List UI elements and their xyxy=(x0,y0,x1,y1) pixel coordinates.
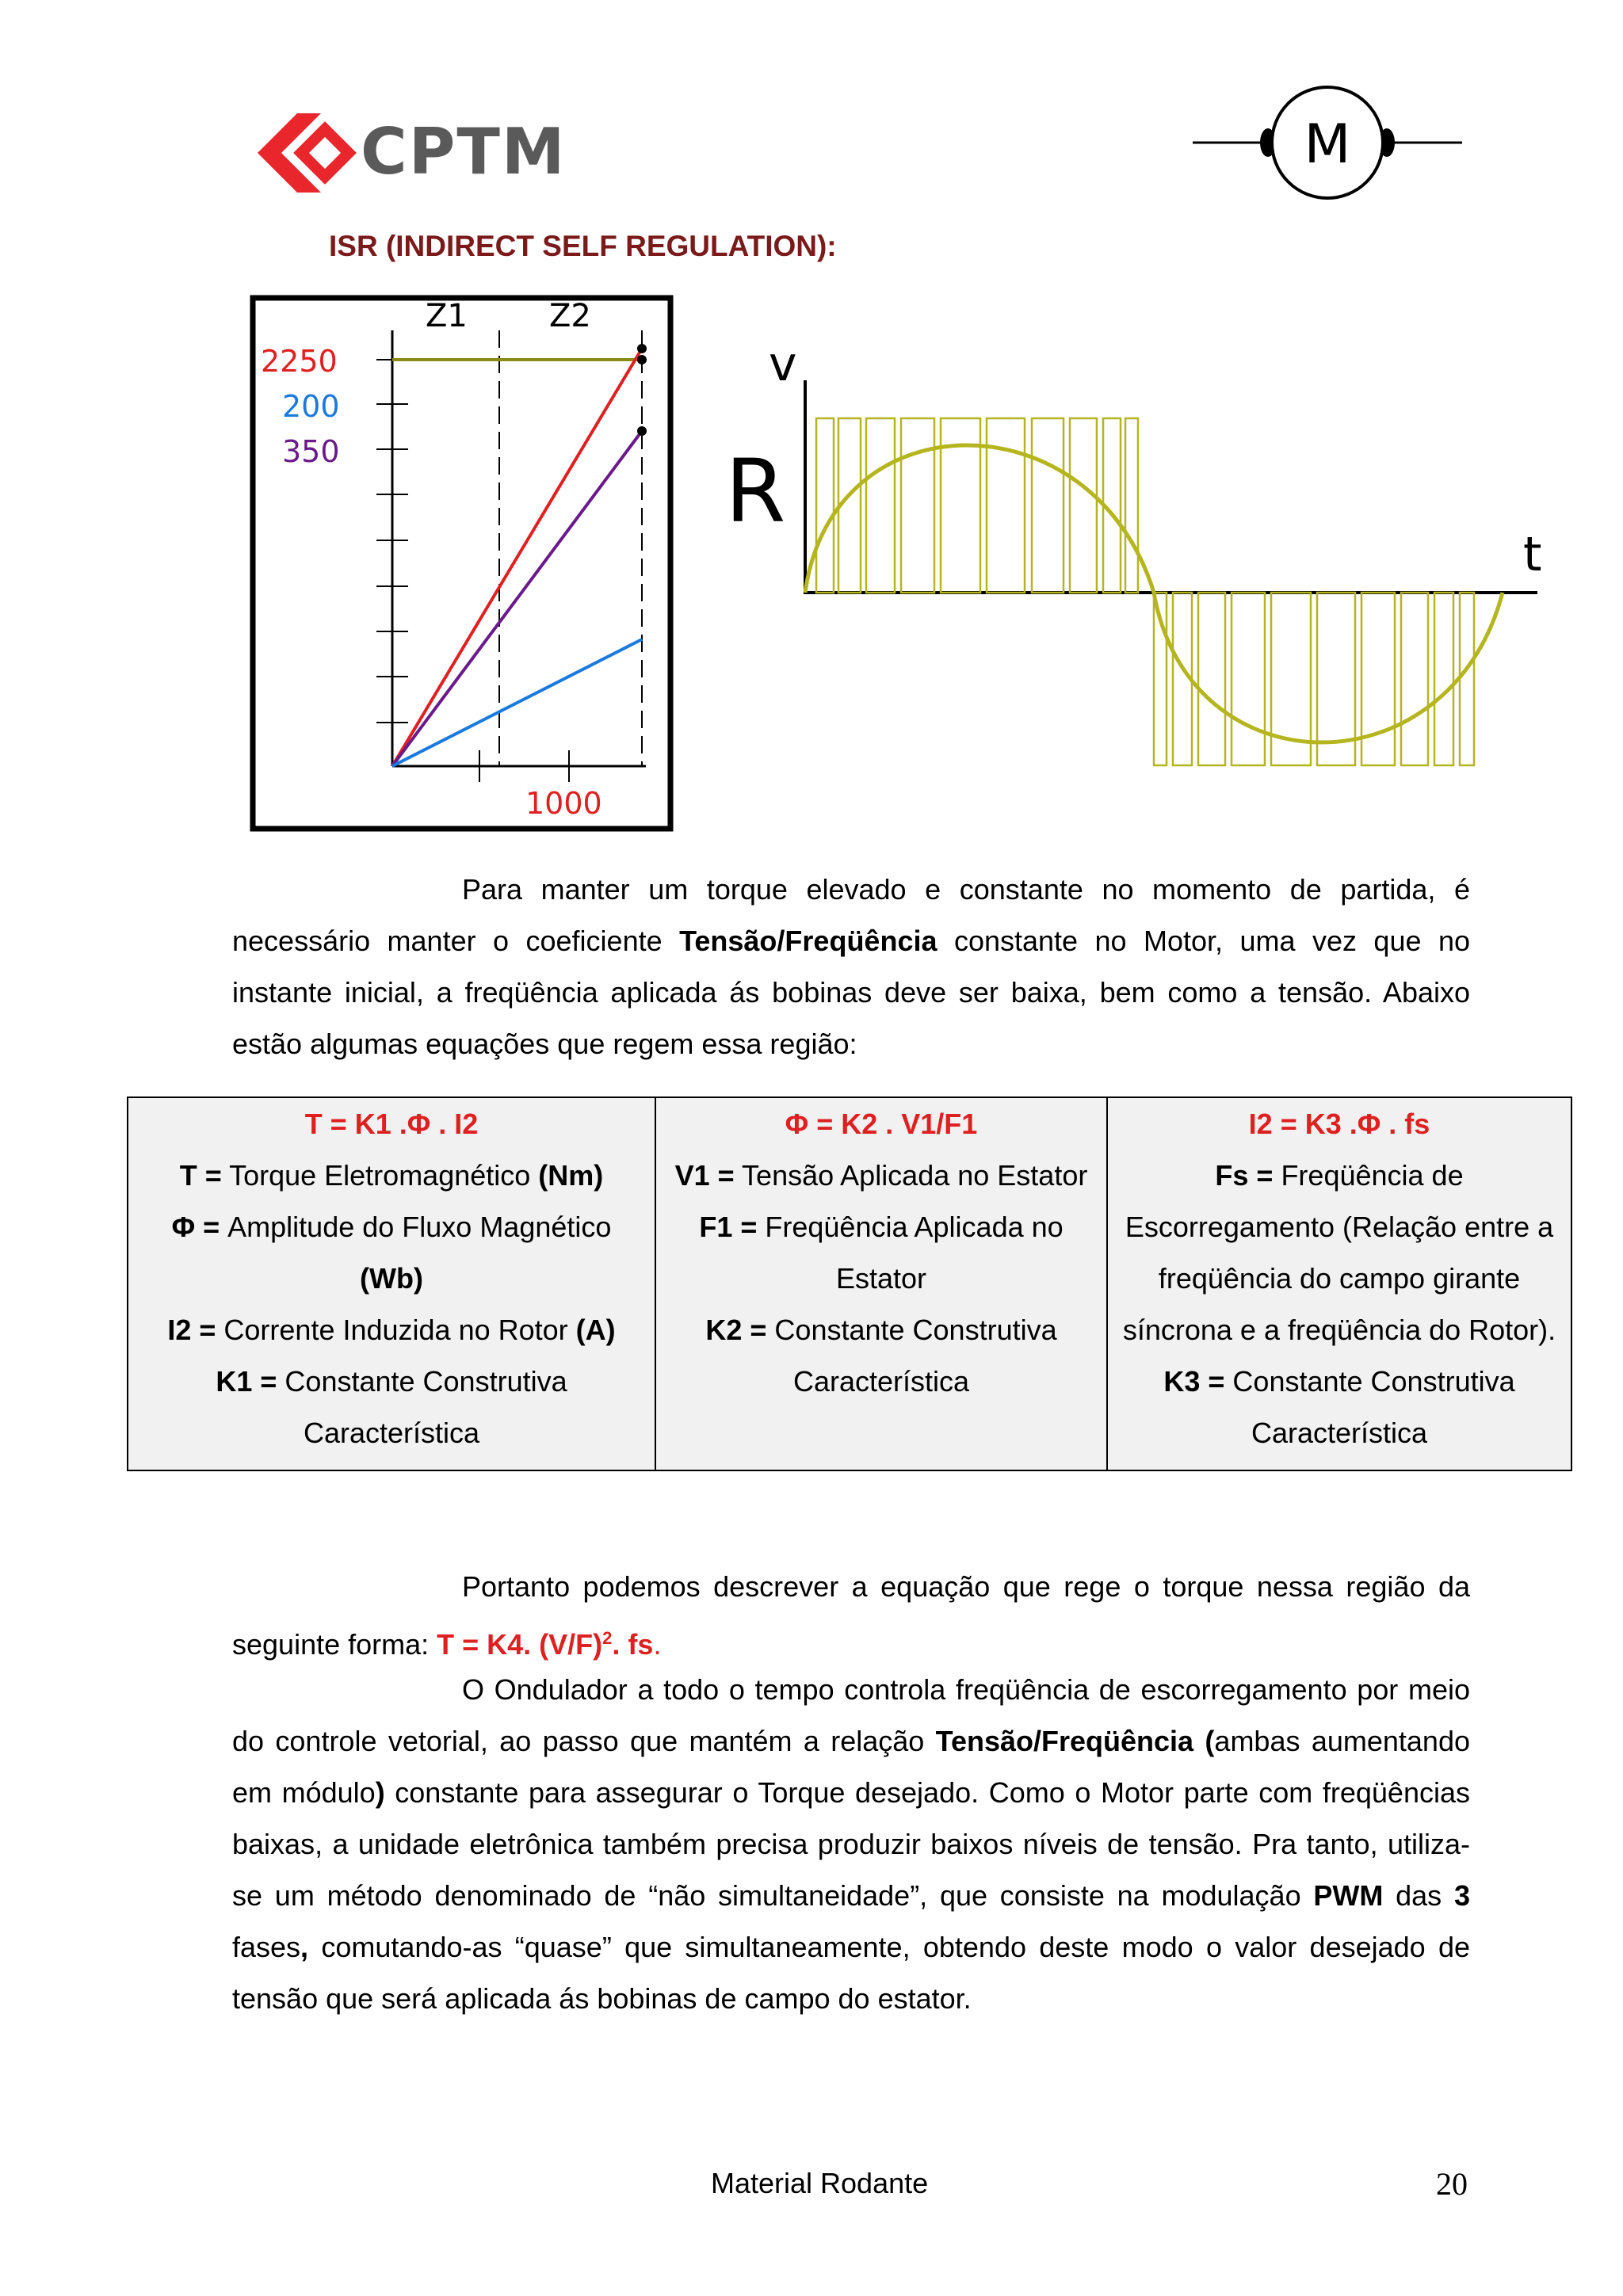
ondulador-paragraph: O Ondulador a todo o tempo controla freqüência de escorregamento por meio do controle vetorial, ao passo que mantém a relação Tensão/Freqüência (ambas aumentando em módulo) constante para assegurar o Torque desejado. Como o Motor parte com freqüências baixas, a unidade eletrônica também precisa produzir baixos níveis de tensão. Pra tanto, utiliza-se um método denominado de “não simultaneidade”, que consiste na modulação PWM das 3 fases, comutando-as “quase” que simultaneamente, obtendo deste modo o valor desejado de tensão que será aplicada ás bobinas de campo do estator. xyxy=(232,1673,1470,2015)
isr-speed-graph xyxy=(250,295,674,832)
r-label: R xyxy=(725,441,786,542)
zone-z2-label: Z2 xyxy=(549,298,591,334)
def-phi: Φ = Amplitude do Fluxo Magnético (Wb) xyxy=(171,1211,612,1295)
t-axis-label: t xyxy=(1523,527,1542,582)
def-Fs: Fs = Freqüência de Escorregamento (Relação entre a freqüência do campo girante síncrona e a freqüência do Rotor). xyxy=(1122,1159,1556,1346)
def-I2: I2 = Corrente Induzida no Rotor (A) xyxy=(167,1314,616,1346)
equation-col-flux xyxy=(655,1097,1107,1470)
v-axis-label: v xyxy=(769,337,797,392)
def-V1: V1 = Tensão Aplicada no Estator xyxy=(674,1159,1088,1192)
equations-table xyxy=(127,1097,1572,1471)
footer-title: Material Rodante xyxy=(711,2167,929,2199)
value-200-label: 200 xyxy=(282,389,340,424)
x-1000-label: 1000 xyxy=(525,786,602,821)
motor-symbol-icon xyxy=(1189,79,1466,206)
equation-current: I2 = K3 .Φ . fs xyxy=(1248,1108,1430,1140)
def-K1: K1 = Constante Construtiva Característica xyxy=(216,1365,567,1449)
def-K3: K3 = Constante Construtiva Característica xyxy=(1163,1365,1515,1449)
torque-formula: T = K4. (V/F) xyxy=(437,1628,603,1661)
value-2250-label: 2250 xyxy=(261,344,338,379)
logo-text: CPTM xyxy=(361,115,567,189)
equation-torque: T = K1 .Φ . I2 xyxy=(304,1108,479,1140)
torque-formula-paragraph: Portanto podemos descrever a equação que rege o torque nessa região da seguinte forma: T = K4. $(V/F)^2$. fs. xyxy=(232,1570,1470,1661)
pwm-waveform-graph xyxy=(713,333,1553,776)
intro-paragraph: Para manter um torque elevado e constante no momento de partida, é necessário manter o coeficiente Tensão/Freqüência constante no Motor, uma vez que no instante inicial, a freqüência aplicada ás bobinas deve ser baixa, bem como a tensão. Abaixo estão algumas equações que regem essa região: xyxy=(232,873,1470,1060)
zone-z1-label: Z1 xyxy=(426,298,468,334)
def-F1: F1 = Freqüência Aplicada no Estator xyxy=(699,1211,1064,1295)
value-350-label: 350 xyxy=(282,434,340,469)
def-K2: K2 = Constante Construtiva Característica xyxy=(705,1314,1057,1398)
equation-col-torque xyxy=(128,1097,655,1470)
page-number: 20 xyxy=(1436,2166,1468,2202)
motor-letter: M xyxy=(1304,113,1351,176)
section-title: ISR (INDIRECT SELF REGULATION): xyxy=(329,230,837,262)
equation-col-current xyxy=(1107,1097,1571,1470)
equation-flux: Φ = K2 . V1/F1 xyxy=(785,1108,978,1140)
def-T: T = Torque Eletromagnético (Nm) xyxy=(179,1159,604,1192)
cptm-logo-icon xyxy=(254,109,357,196)
